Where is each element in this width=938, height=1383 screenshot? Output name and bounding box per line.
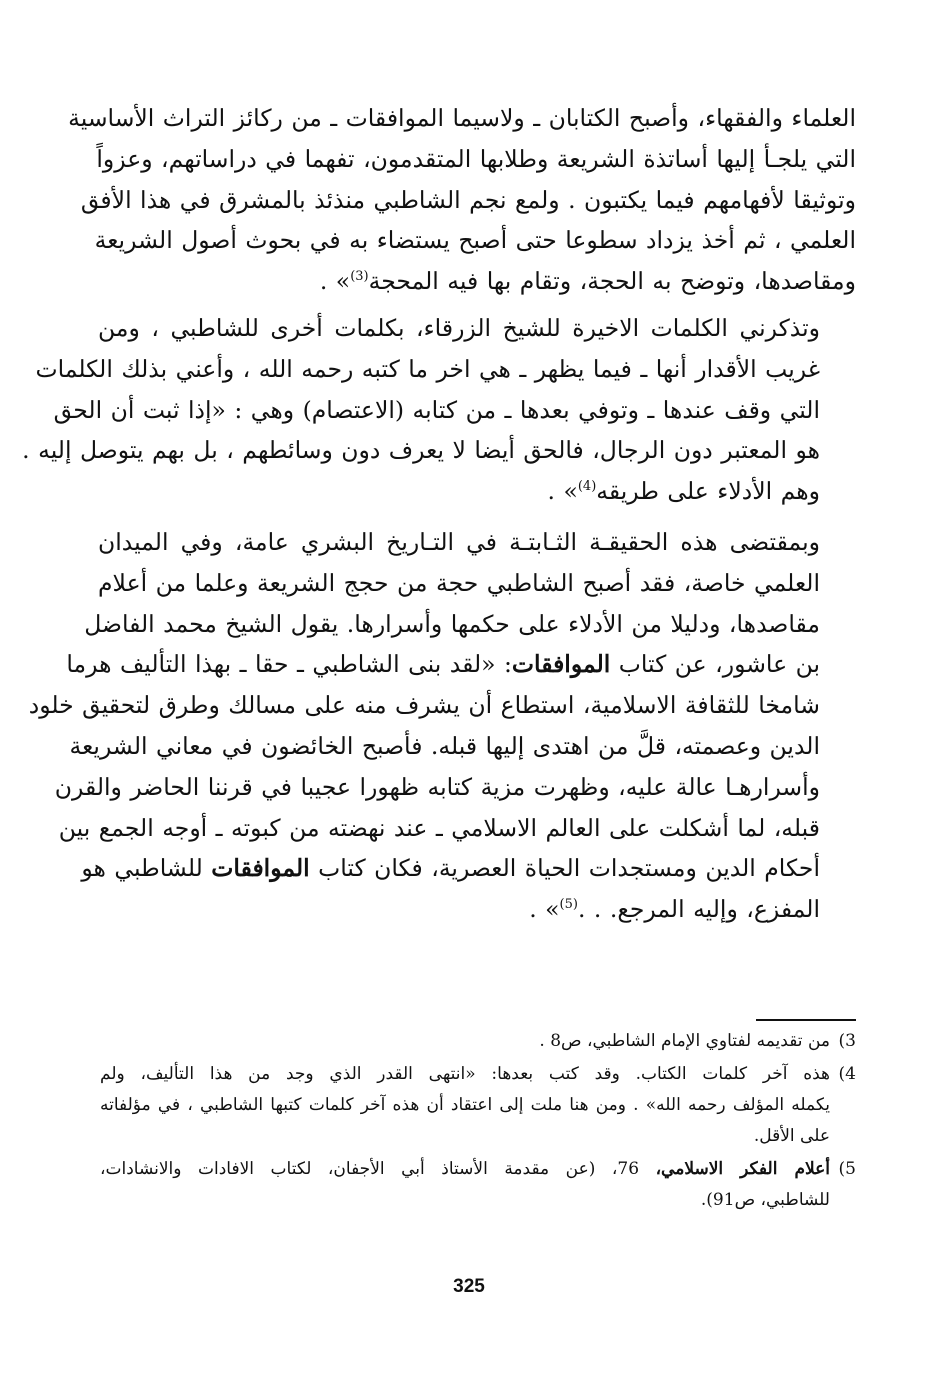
footnote-line: للشاطبي، ص91). (700, 1190, 830, 1210)
footnote-line: يكمله المؤلف رحمه الله» . ومن هنا ملت إلى اعتقاد أن هذه آخر كلمات كتبها الشاطبي ، في مؤلفاته (100, 1095, 830, 1115)
paragraph-2 (22, 308, 856, 512)
footnote-body (100, 1026, 830, 1057)
text-line: الدين وعصمته، قلَّ من اهتدى إليها قبله. فأصبح الخائضون في معاني الشريعة (69, 731, 820, 760)
text-fragment: للشاطبي هو (81, 854, 212, 883)
footnote-body (100, 1154, 830, 1216)
text-fragment: بن عاشور، عن كتاب (610, 650, 820, 679)
footnote-divider (756, 1019, 856, 1021)
main-text (22, 98, 856, 930)
paragraph-3 (28, 522, 856, 930)
text-line: العلماء والفقهاء، وأصبح الكتابان ـ ولاسيما الموافقات ـ من ركائز التراث الأساسية (68, 104, 856, 132)
book-title: الموافقات (511, 650, 611, 679)
page-number: 325 (453, 1276, 485, 1297)
book-title: الموافقات (211, 854, 310, 883)
footnote-line: على الأقل. (753, 1126, 830, 1146)
text-line: وأسرارهـا عالة عليه، وظهرت مزية كتابه ظهورا عجيبا في قرننا الحاضر والقرن (54, 772, 820, 801)
footnotes (100, 1026, 856, 1218)
footnote-line (100, 1154, 830, 1185)
text-fragment: وهم الأدلاء على طريقه (596, 477, 820, 506)
text-line (66, 644, 856, 685)
text-line: وتذكرني الكلمات الاخيرة للشيخ الزرقاء، بكلمات أخرى للشاطبي ، ومن (98, 313, 820, 342)
text-line: وبمقتضى هذه الحقيقـة الثـابتـة في التـاريخ البشري عامة، وفي الميدان (98, 527, 820, 556)
footnote-4 (100, 1059, 856, 1152)
text-line: التي وقف عندها ـ وتوفي بعدها ـ من كتابه (الاعتصام) وهي : «إذا ثبت أن الحق (53, 395, 820, 424)
text-line: وتوثيقا لأفهامهم فيما يكتبون . ولمع نجم الشاطبي منذئذ بالمشرق في هذا الأفق (80, 185, 856, 214)
footnote-line: من تقديمه لفتاوي الإمام الشاطبي، ص8 . (539, 1031, 830, 1051)
text-line: غريب الأقدار أنها ـ فيما يظهر ـ هي اخر ما كتبه رحمه الله ، وأعني بذلك الكلمات (35, 354, 820, 383)
text-line (81, 848, 856, 889)
footnote-ref: (4) (577, 479, 597, 495)
footnote-ref: (5) (559, 897, 578, 913)
text-fragment: أحكام الدين ومستجدات الحياة العصرية، فكان كتاب (309, 854, 820, 883)
footnote-body (100, 1059, 830, 1152)
text-line (98, 471, 856, 512)
text-fragment: » . (547, 477, 578, 506)
text-line (98, 261, 856, 302)
footnote-line: هذه آخر كلمات الكتاب. وقد كتب بعدها: «انتهى القدر الذي وجد من هذا التأليف، ولم (100, 1064, 830, 1084)
text-fragment: : «لقد بنى الشاطبي ـ حقا ـ بهذا التأليف هرما (66, 650, 512, 679)
text-line: هو المعتبر دون الرجال، فالحق أيضا لا يعرف دون وسائطهم ، بل بهم يتوصل إليه . (22, 436, 820, 465)
text-fragment: » . (529, 895, 560, 924)
paragraph-1 (68, 98, 856, 302)
text-line (98, 889, 856, 930)
footnote-number: 4) (838, 1064, 856, 1084)
text-line: قبله، لما أشكلت على العالم الاسلامي ـ عند نهضته من كبوته ـ أوجه الجمع بين (58, 813, 820, 842)
text-fragment: » . (319, 267, 351, 296)
footnote-number: 5) (838, 1159, 856, 1179)
text-line: مقاصدها، ودليلا من الأدلاء على حكمها وأسرارها. يقول الشيخ محمد الفاضل (84, 609, 820, 638)
text-fragment: ومقاصدها، وتوضح به الحجة، وتقام بها فيه المحجة (368, 267, 856, 296)
text-line: التي يلجـأ إليها أساتذة الشريعة وطلابها المتقدمون، تفهما في دراساتهم، وعزواً (96, 144, 856, 173)
text-line: العلمي ، ثم أخذ يزداد سطوعا حتى أصبح يستضاء به في بحوث أصول الشريعة (94, 226, 856, 255)
footnote-ref: (3) (350, 269, 369, 285)
text-fragment: المفزع، وإليه المرجع. . . (577, 895, 820, 924)
footnote-number: 3) (838, 1031, 856, 1051)
text-fragment: 76، (عن مقدمة الأستاذ أبي الأجفان، لكتاب الافادات والانشادات، (100, 1159, 656, 1179)
text-line: العلمي خاصة، فقد أصبح الشاطبي حجة من حجج الشريعة وعلما من أعلام (98, 568, 820, 597)
footnote-5 (100, 1154, 856, 1216)
footnote-3 (100, 1026, 856, 1057)
source-title: أعلام الفكر الاسلامي، (655, 1159, 830, 1179)
text-line: شامخا للثقافة الاسلامية، استطاع أن يشرف منه على مسالك وطرق لتحقيق خلود (28, 691, 820, 720)
